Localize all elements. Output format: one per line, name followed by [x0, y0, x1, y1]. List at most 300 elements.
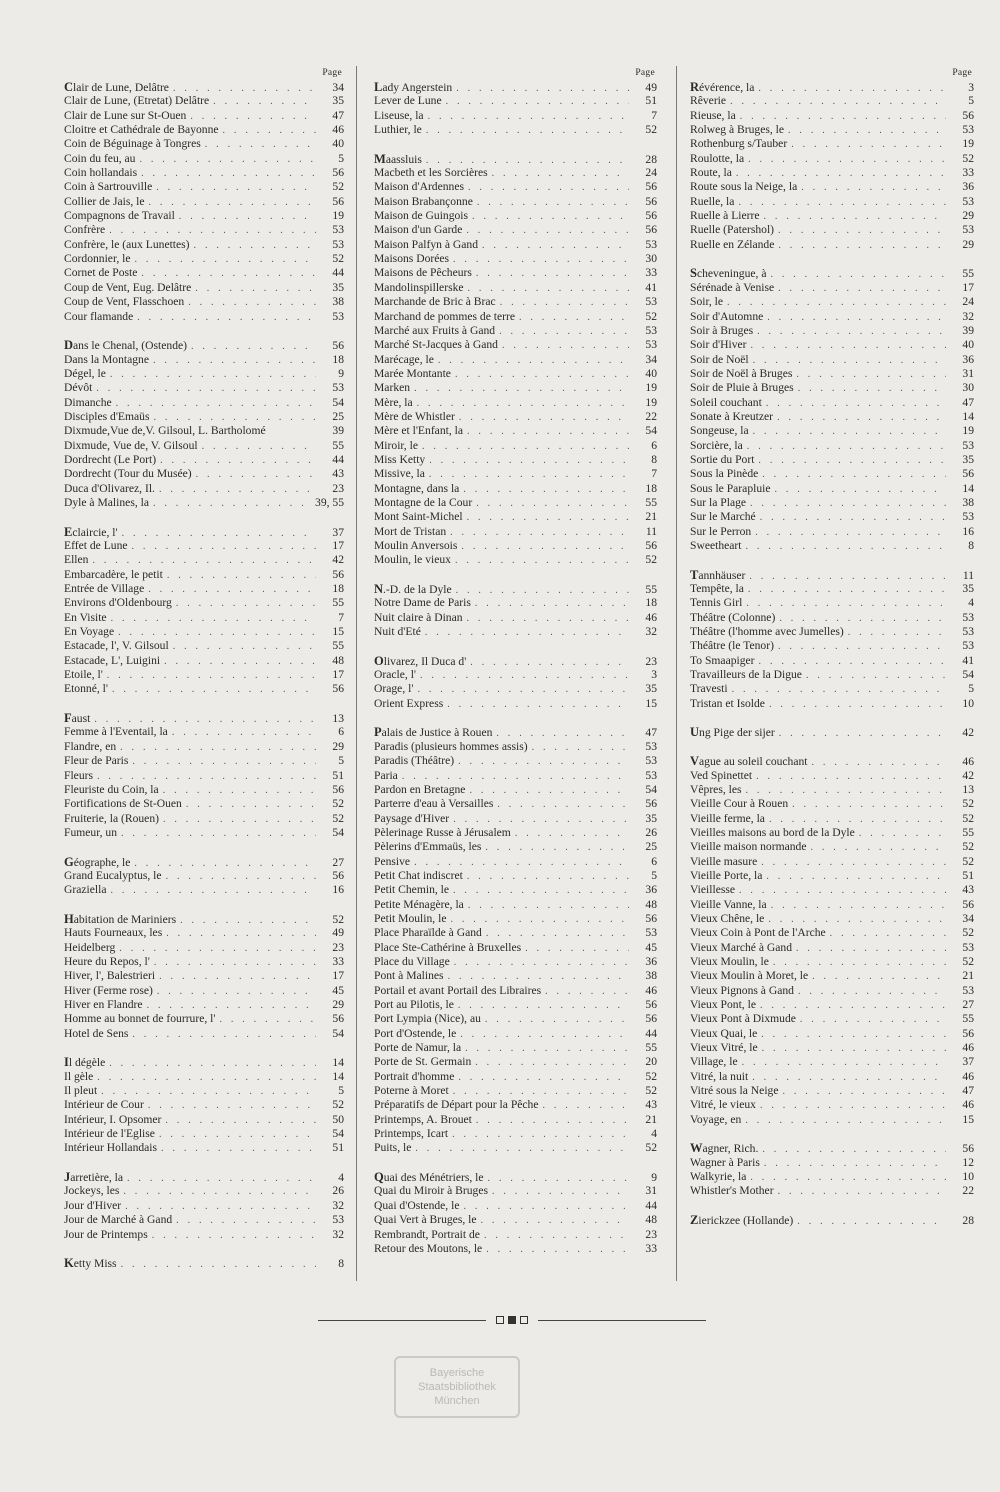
entry-title: Estacade, l', V. Gilsoul — [64, 639, 169, 653]
dot-leader — [760, 999, 946, 1013]
dot-leader — [438, 354, 629, 368]
dot-leader — [773, 956, 946, 970]
entry-page-number: 31 — [645, 1184, 657, 1198]
entry-page-number: 52 — [962, 797, 974, 811]
entry-page-number: 36 — [962, 180, 974, 194]
dot-leader — [798, 985, 946, 999]
entry-page-number: 18 — [645, 596, 657, 610]
entry-title: Puits, le — [374, 1141, 412, 1155]
entry-title: Il dégèle — [64, 1055, 106, 1070]
index-entry — [64, 467, 344, 481]
index-entry — [690, 396, 974, 410]
index-entry — [374, 998, 657, 1012]
entry-page-number: 52 — [645, 553, 657, 567]
entry-title: Jour de Marché à Gand — [64, 1213, 173, 1227]
dot-leader — [747, 440, 946, 454]
index-entry — [374, 654, 657, 668]
entry-page-number: 7 — [338, 610, 344, 624]
index-entry — [374, 926, 657, 940]
index-entry — [374, 310, 657, 324]
entry-title: Vieillesse — [690, 883, 736, 897]
index-column-1 — [64, 66, 344, 1271]
entry-page-number: 53 — [962, 983, 974, 997]
dot-leader — [759, 655, 946, 669]
entry-title: Mandolinspillerske — [374, 280, 464, 294]
entry-page-number: 6 — [651, 438, 657, 452]
entry-title: Wagner, Rich. — [690, 1141, 759, 1156]
dot-leader — [777, 411, 946, 425]
index-entry — [64, 367, 344, 381]
index-entry — [64, 80, 344, 94]
dot-leader — [154, 411, 317, 425]
entry-title: Coin à Sartrouville — [64, 180, 153, 194]
index-entry — [64, 310, 344, 324]
entry-page-number: 53 — [962, 610, 974, 624]
dot-leader — [830, 927, 946, 941]
entry-page-number: 52 — [332, 180, 344, 194]
entry-title: Vieille maison normande — [690, 840, 807, 854]
dot-leader — [788, 124, 946, 138]
entry-title: Moulin, le vieux — [374, 553, 451, 567]
entry-page-number: 11 — [962, 568, 974, 582]
dot-leader — [454, 956, 629, 970]
dot-leader — [488, 1172, 629, 1186]
index-entry — [374, 611, 657, 625]
index-entry — [64, 941, 344, 955]
index-entry — [690, 812, 974, 826]
dot-leader — [173, 640, 316, 654]
dot-leader — [801, 181, 946, 195]
index-entry — [690, 898, 974, 912]
dot-leader — [120, 741, 316, 755]
index-entry — [690, 1170, 974, 1184]
entry-page-number: 56 — [645, 998, 657, 1011]
index-entry — [690, 539, 974, 553]
entry-page-number: 39 — [332, 424, 344, 438]
entry-title: Intérieur Hollandais — [64, 1141, 158, 1155]
entry-page-number: 53 — [645, 754, 657, 768]
dot-leader — [476, 1114, 629, 1128]
dot-leader — [148, 583, 316, 597]
entry-page-number: 53 — [645, 926, 657, 940]
entry-title: Marché St-Jacques à Gand — [374, 338, 498, 352]
section-gap — [64, 1242, 344, 1256]
dot-leader — [96, 382, 316, 396]
dot-leader — [467, 870, 629, 884]
entry-title: Notre Dame de Paris — [374, 596, 471, 610]
entry-page-number: 43 — [645, 1098, 657, 1112]
entry-title: Lever de Lune — [374, 94, 442, 108]
section-gap — [690, 740, 974, 754]
entry-page-number: 48 — [645, 897, 657, 911]
dot-leader — [738, 196, 946, 210]
dot-leader — [730, 95, 946, 109]
entry-page-number: 35 — [645, 682, 657, 696]
index-entry — [64, 137, 344, 151]
entry-page-number: 48 — [645, 1213, 657, 1227]
dot-leader — [417, 397, 629, 411]
dot-leader — [756, 770, 946, 784]
entry-page-number: 34 — [962, 911, 974, 925]
dot-leader — [797, 1215, 946, 1229]
entry-page-number: 5 — [968, 94, 974, 108]
dot-leader — [750, 1171, 946, 1185]
entry-page-number: 41 — [645, 280, 657, 294]
entry-page-number: 28 — [962, 1214, 974, 1228]
dot-leader — [132, 755, 316, 769]
index-entry — [374, 266, 657, 280]
entry-title: Macbeth et les Sorcières — [374, 166, 488, 180]
entry-title: Jour de Printemps — [64, 1227, 148, 1241]
entry-page-number: 56 — [645, 539, 657, 552]
entry-page-number: 47 — [332, 108, 344, 122]
dot-leader — [176, 1214, 316, 1228]
dot-leader — [745, 1114, 946, 1128]
dot-leader — [463, 483, 629, 497]
entry-page-number: 53 — [332, 381, 344, 395]
index-entry — [374, 1213, 657, 1227]
entry-title: Tempête, la — [690, 582, 744, 596]
entry-title: Dixmude,Vue de,V. Gilsoul, L. Bartholomé — [64, 424, 266, 438]
entry-title: Ruelle à Lierre — [690, 209, 760, 223]
dot-leader — [768, 913, 946, 927]
entry-page-number: 45 — [332, 983, 344, 997]
dot-leader — [779, 612, 946, 626]
entry-page-number: 56 — [645, 194, 657, 208]
dot-leader — [132, 540, 316, 554]
dot-leader — [783, 1085, 947, 1099]
entry-title: Orage, l' — [374, 682, 414, 696]
index-entry — [64, 482, 344, 496]
entry-page-number: 54 — [645, 782, 657, 796]
entry-page-number: 30 — [962, 381, 974, 395]
entry-page-number: 43 — [962, 883, 974, 897]
index-entry — [690, 596, 974, 610]
section-gap — [374, 137, 657, 151]
index-entry — [374, 295, 657, 309]
entry-page-number: 26 — [645, 825, 657, 839]
index-entry — [64, 926, 344, 940]
stamp-line: Staatsbibliothek — [418, 1381, 496, 1393]
dot-leader — [127, 1172, 316, 1186]
dot-leader — [742, 1056, 946, 1070]
entry-title: Petite Ménagère, la — [374, 897, 464, 911]
entry-page-number: 49 — [332, 926, 344, 940]
dot-leader — [475, 1056, 629, 1070]
entry-page-number: 3 — [651, 668, 657, 682]
entry-title: Wagner à Paris — [690, 1155, 760, 1169]
entry-page-number: 21 — [645, 510, 657, 524]
dot-leader — [446, 95, 629, 109]
dot-leader — [545, 985, 629, 999]
index-entry — [690, 482, 974, 496]
index-entry — [690, 496, 974, 510]
entry-title: Préparatifs de Départ pour la Pêche — [374, 1098, 539, 1112]
entry-page-number: 46 — [645, 983, 657, 997]
entry-page-number: 54 — [645, 424, 657, 438]
entry-page-number: 55 — [962, 1012, 974, 1026]
entry-title: Fleurs — [64, 768, 93, 782]
index-entry — [64, 740, 344, 754]
entry-title: Maisons Dorées — [374, 252, 450, 266]
dot-leader — [746, 784, 946, 798]
entry-title: Mère de Whistler — [374, 409, 455, 423]
index-entry — [374, 467, 657, 481]
entry-title: Heure du Repos, l' — [64, 954, 150, 968]
entry-title: Cour flamande — [64, 309, 134, 323]
entry-page-number: 13 — [332, 712, 344, 726]
entry-title: Environs d'Oldenbourg — [64, 596, 172, 610]
entry-title: Maassluis — [374, 151, 422, 166]
index-entry — [64, 812, 344, 826]
entry-title: Ruelle (Patershol) — [690, 223, 775, 237]
entry-page-number: 18 — [332, 352, 344, 366]
index-entry — [690, 797, 974, 811]
dot-leader — [195, 282, 316, 296]
dot-leader — [213, 95, 316, 109]
dot-leader — [466, 224, 629, 238]
entry-title: N.-D. de la Dyle — [374, 582, 452, 597]
index-entry — [374, 410, 657, 424]
index-entry — [690, 453, 974, 467]
dot-leader — [422, 440, 629, 454]
dot-leader — [160, 454, 316, 468]
page-column-header: Page — [322, 68, 342, 78]
index-entry — [690, 1055, 974, 1069]
index-entry — [64, 424, 344, 438]
entry-title: Mère, la — [374, 395, 413, 409]
index-entry — [64, 1256, 344, 1270]
entry-page-number: 52 — [962, 926, 974, 940]
index-entry — [374, 80, 657, 94]
index-entry — [374, 812, 657, 826]
entry-page-number: 6 — [651, 854, 657, 868]
entry-title: Quai du Miroir à Bruges — [374, 1184, 488, 1198]
entry-page-number: 56 — [962, 1142, 974, 1156]
entry-title: Soir de Pluie à Bruges — [690, 381, 794, 395]
entry-title: Clair de Lune, Delâtre — [64, 80, 169, 94]
index-entry — [374, 510, 657, 524]
entry-page-number: 53 — [645, 338, 657, 352]
index-entry — [690, 324, 974, 338]
entry-title: Vieux Marché à Gand — [690, 940, 792, 954]
entry-page-number: 44 — [332, 452, 344, 466]
dot-leader — [762, 1042, 946, 1056]
section-gap — [690, 1127, 974, 1141]
entry-page-number: 56 — [645, 1012, 657, 1026]
index-entry — [690, 410, 974, 424]
entry-page-number: 56 — [962, 1026, 974, 1040]
dot-leader — [485, 1013, 629, 1027]
entry-title: Orient Express — [374, 696, 444, 710]
index-entry — [690, 381, 974, 395]
entry-page-number: 14 — [962, 481, 974, 495]
entry-page-number: 19 — [962, 137, 974, 151]
entry-title: Voyage, en — [690, 1112, 742, 1126]
entry-page-number: 44 — [332, 266, 344, 280]
entry-title: Vitré, le vieux — [690, 1098, 756, 1112]
entry-page-number: 9 — [338, 366, 344, 380]
entry-title: Vieux Moulin à Moret, le — [690, 969, 809, 983]
dot-leader — [486, 1243, 629, 1257]
entry-page-number: 41 — [962, 653, 974, 667]
dot-leader — [448, 970, 629, 984]
dot-leader — [476, 497, 629, 511]
dot-leader — [477, 196, 629, 210]
index-entry — [690, 1156, 974, 1170]
page-column-header: Page — [635, 68, 655, 78]
entry-list — [690, 80, 974, 1228]
index-entry — [64, 668, 344, 682]
dot-leader — [484, 1229, 629, 1243]
section-gap — [64, 1156, 344, 1170]
index-entry — [690, 180, 974, 194]
entry-title: Sous la Pinède — [690, 467, 759, 481]
entry-title: Sérénade à Venise — [690, 280, 775, 294]
index-column-3 — [690, 66, 974, 1228]
dot-leader — [500, 296, 629, 310]
dot-leader — [172, 726, 316, 740]
index-entry — [374, 109, 657, 123]
entry-title: Sorcière, la — [690, 438, 743, 452]
dot-leader — [139, 153, 316, 167]
page-column-header: Page — [952, 68, 972, 78]
entry-page-number: 42 — [332, 553, 344, 567]
index-entry — [690, 840, 974, 854]
entry-title: Place du Village — [374, 954, 450, 968]
index-entry — [64, 1199, 344, 1213]
dot-leader — [149, 196, 317, 210]
entry-title: Hiver, l', Balestrieri — [64, 969, 156, 983]
index-entry — [374, 195, 657, 209]
dot-leader — [740, 110, 946, 124]
entry-title: Marken — [374, 381, 411, 395]
entry-page-number: 53 — [962, 940, 974, 954]
entry-page-number: 13 — [962, 782, 974, 796]
dot-leader — [848, 626, 946, 640]
entry-page-number: 16 — [962, 524, 974, 538]
index-entry — [64, 1070, 344, 1084]
entry-page-number: 17 — [332, 539, 344, 552]
index-entry — [64, 611, 344, 625]
entry-page-number: 9 — [651, 1171, 657, 1185]
dot-leader — [425, 626, 629, 640]
section-gap — [690, 252, 974, 266]
dot-leader — [191, 340, 316, 354]
index-column-2 — [374, 66, 657, 1256]
dot-leader — [110, 368, 316, 382]
index-entry — [64, 625, 344, 639]
entry-page-number: 42 — [962, 726, 974, 740]
index-entry — [64, 783, 344, 797]
entry-title: Soir de Noël — [690, 352, 749, 366]
entry-page-number: 43 — [332, 467, 344, 481]
dot-leader — [456, 584, 629, 598]
index-entry — [374, 797, 657, 811]
index-entry — [374, 381, 657, 395]
entry-title: Ruelle en Zélande — [690, 237, 775, 251]
entry-page-number: 33 — [645, 266, 657, 280]
entry-page-number: 55 — [332, 438, 344, 452]
dot-leader — [205, 138, 316, 152]
index-entry — [374, 553, 657, 567]
entry-page-number: 52 — [645, 1141, 657, 1155]
dot-leader — [116, 397, 316, 411]
entry-page-number: 56 — [645, 223, 657, 237]
entry-title: Montagne de la Cour — [374, 495, 473, 509]
index-entry — [64, 639, 344, 653]
entry-page-number: 52 — [645, 1084, 657, 1098]
entry-page-number: 55 — [962, 267, 974, 281]
entry-page-number: 40 — [332, 137, 344, 151]
entry-title: Quai des Ménétriers, le — [374, 1170, 484, 1185]
index-entry — [64, 166, 344, 180]
entry-title: Ruelle, la — [690, 194, 735, 208]
dot-leader — [186, 798, 316, 812]
dot-leader — [769, 813, 946, 827]
dot-leader — [453, 253, 629, 267]
index-entry — [64, 1098, 344, 1112]
index-entry — [64, 1141, 344, 1155]
entry-page-number: 19 — [332, 209, 344, 223]
entry-title: Porte de St. Germain — [374, 1055, 472, 1069]
entry-title: Sur le Marché — [690, 510, 756, 524]
entry-page-number: 36 — [962, 352, 974, 366]
entry-page-number: 56 — [645, 797, 657, 811]
entry-page-number: 56 — [645, 180, 657, 194]
entry-title: Dégel, le — [64, 366, 106, 380]
dot-leader — [519, 311, 629, 325]
dot-leader — [767, 311, 946, 325]
entry-title: Maison de Guingois — [374, 209, 469, 223]
dot-leader — [161, 1142, 316, 1156]
entry-title: Nuit claire à Dinan — [374, 610, 463, 624]
entry-title: Collier de Jais, le — [64, 194, 145, 208]
dot-leader — [778, 282, 946, 296]
index-entry — [374, 955, 657, 969]
dot-leader — [751, 339, 946, 353]
entry-page-number: 51 — [332, 1141, 344, 1155]
library-stamp — [394, 1356, 520, 1418]
entry-title: Olivarez, Il Duca d' — [374, 653, 467, 668]
entry-title: En Visite — [64, 610, 107, 624]
index-entry — [374, 223, 657, 237]
dot-leader — [779, 727, 946, 741]
entry-title: Lady Angerstein — [374, 80, 453, 94]
entry-title: Soir d'Hiver — [690, 338, 747, 352]
entry-title: Etoile, l' — [64, 668, 103, 682]
entry-page-number: 29 — [332, 998, 344, 1011]
dot-leader — [746, 597, 946, 611]
index-entry — [690, 1027, 974, 1041]
dot-leader — [420, 669, 629, 683]
entry-page-number: 14 — [332, 1069, 344, 1083]
dot-leader — [223, 124, 316, 138]
entry-title: Maison Brabançonne — [374, 194, 473, 208]
entry-page-number: 56 — [962, 897, 974, 911]
entry-page-number: 56 — [962, 108, 974, 122]
entry-title: Soleil couchant — [690, 395, 762, 409]
entry-title: Ketty Miss — [64, 1256, 117, 1271]
entry-page-number: 51 — [962, 868, 974, 882]
index-entry — [690, 266, 974, 280]
dot-leader — [121, 827, 316, 841]
index-entry — [690, 826, 974, 840]
entry-title: Scheveningue, à — [690, 266, 767, 281]
index-entry — [374, 625, 657, 639]
entry-page-number: 47 — [962, 395, 974, 409]
dot-leader — [109, 1057, 316, 1071]
